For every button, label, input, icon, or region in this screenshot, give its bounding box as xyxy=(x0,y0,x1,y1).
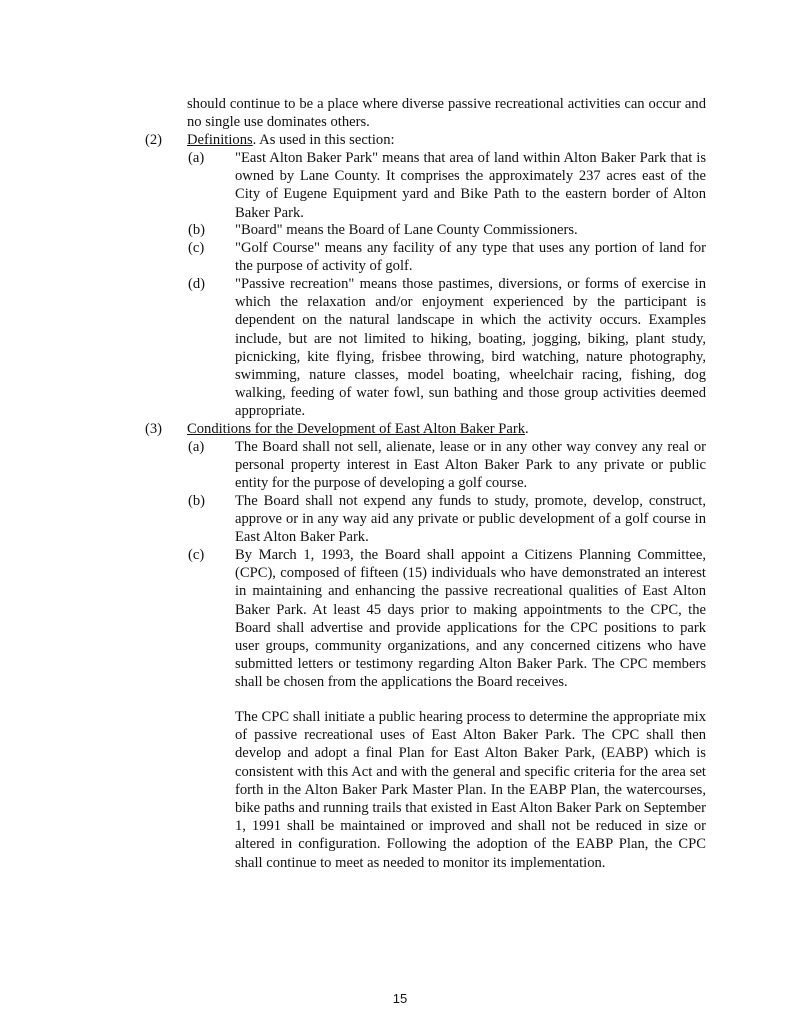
section-2-heading-suffix: . As used in this section: xyxy=(252,132,395,148)
item-2a-label: (a) xyxy=(188,150,205,166)
intro-paragraph: should continue to be a place where diverse passive recreational activities can occur and no single use dominates others. xyxy=(187,96,706,131)
section-3-heading-title: Conditions for the Development of East Alton Baker Park xyxy=(187,421,526,437)
item-3a-label: (a) xyxy=(188,439,205,455)
item-2d-text: "Passive recreation" means those pastimes, diversions, or forms of exercise in which the relaxation and/or enjoyment experienced by the participant is dependent on the natural landscape in which the activity occurs. Examples include, but are not limited to hiking, boating, jogging, biking, plant study, picnicking, kite flying, frisbee throwing, bird watching, nature photography, swimming, nature classes, model boating, wheelchair racing, fishing, dog walking, feeding of water fowl, sun bathing and those group activities deemed appropriate. xyxy=(235,276,706,420)
section-3-number: (3) xyxy=(145,421,163,437)
item-3b-label: (b) xyxy=(188,493,206,509)
item-2d-label: (d) xyxy=(188,276,206,292)
item-3c-text: By March 1, 1993, the Board shall appoint a Citizens Planning Committee, (CPC), composed of fifteen (15) individuals who have demonstrated an interest in maintaining and enhancing the passive recreational qualities of East Alton Baker Park. At least 45 days prior to making appointments to the CPC, the Board shall advertise and provide applications for the CPC positions to park user groups, community organizations, and any concerned citizens who have submitted letters or testimony regarding Alton Baker Park. The CPC members shall be chosen from the applications the Board receives. xyxy=(235,547,706,691)
item-3c-label: (c) xyxy=(188,547,205,563)
item-2b-text: "Board" means the Board of Lane County Commissioners. xyxy=(235,222,578,238)
section-3-heading-suffix: . xyxy=(525,421,529,437)
section-2-heading-title: Definitions xyxy=(187,132,253,148)
section-2-heading xyxy=(187,131,395,149)
item-2c-label: (c) xyxy=(188,240,205,256)
item-2c-text: "Golf Course" means any facility of any type that uses any portion of land for the purpose of activity of golf. xyxy=(235,240,706,275)
item-3b-text: The Board shall not expend any funds to study, promote, develop, construct, approve or in any way aid any private or public development of a golf course in East Alton Baker Park. xyxy=(235,493,706,546)
page-number: 15 xyxy=(392,991,408,1006)
section-3-heading xyxy=(187,420,529,438)
item-2a-text: "East Alton Baker Park" means that area of land within Alton Baker Park that is owned by Lane County. It comprises the approximately 237 acres east of the City of Eugene Equipment yard and Bike Path to the eastern border of Alton Baker Park. xyxy=(235,150,706,221)
item-3c-continuation: The CPC shall initiate a public hearing process to determine the appropriate mix of passive recreational uses of East Alton Baker Park. The CPC shall then develop and adopt a final Plan for East Alton Baker Park, (EABP) which is consistent with this Act and with the general and specific criteria for the area set forth in the Alton Baker Park Master Plan. In the EABP Plan, the watercourses, bike paths and running trails that existed in East Alton Baker Park on September 1, 1991 shall be maintained or improved and shall not be reduced in size or altered in configuration. Following the adoption of the EABP Plan, the CPC shall continue to meet as needed to monitor its implementation. xyxy=(235,709,706,871)
item-3a-text: The Board shall not sell, alienate, lease or in any other way convey any real or personal property interest in East Alton Baker Park to any private or public entity for the purpose of developing a golf course. xyxy=(235,439,706,492)
section-2-number: (2) xyxy=(145,132,163,148)
item-2b-label: (b) xyxy=(188,222,206,238)
